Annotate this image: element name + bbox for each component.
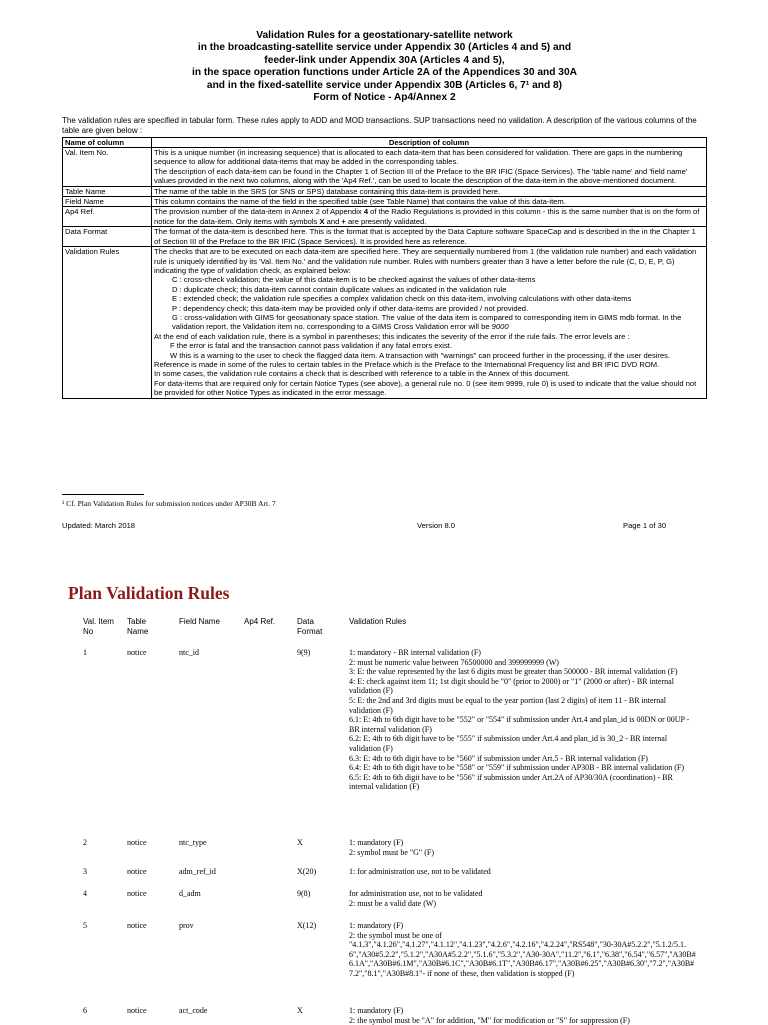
rule-line: 6.1: E: 4th to 6th digit have to be "552" or "554" if submission under Art.4 and plan_id is 00DN or 00UP - BR internal validation (F) xyxy=(349,715,690,734)
description-line: For data-items that are required only for certain Notice Types (see above), a general rule no. 0 (see item 9999, rule 0) is used to indicate that the value should not be provided for other Notice Types as indicated in the error message. xyxy=(154,378,697,398)
rule-data-format: X(12) xyxy=(297,921,317,930)
rule-list xyxy=(349,921,699,979)
rule-line: 4: E: check against item 11; 1st digit should be "0" (prior to 2000) or "1" (2000 or after) - BR internal validation (F) xyxy=(349,676,674,696)
rule-line: 1: mandatory (F) xyxy=(349,1006,404,1015)
col-header-validation-rules: Validation Rules xyxy=(349,617,407,626)
footer-updated: Updated: March 2018 xyxy=(62,521,136,530)
rule-field-name: adm_ref_id xyxy=(179,867,216,876)
rule-line: 6.5: E: 4th to 6th digit have to be "556" if submission under Art.2A of AP30/30A (coordination) - BR internal validation (F) xyxy=(349,772,673,792)
column-description-table xyxy=(62,137,707,399)
desc-bold: + xyxy=(341,216,346,226)
title-line: in the broadcasting-satellite service under Appendix 30 (Articles 4 and 5) and xyxy=(197,42,572,54)
rule-line: 2: must be numeric value between 76500000 and 399999999 (W) xyxy=(349,657,559,667)
title-line: and in the fixed-satellite service under Appendix 30B (Articles 6, 7¹ and 8) xyxy=(206,79,563,91)
title-line: in the space operation functions under Article 2A of the Appendices 30 and 30A xyxy=(192,67,577,79)
rule-line: 6.3: E: 4th to 6th digit have to be "560" if submission under Art.5 - BR internal validation (F) xyxy=(349,753,648,763)
description-line: At the end of each validation rule, there is a symbol in parentheses; this indicates the severity of the error if the rule fails. The error levels are : xyxy=(154,331,630,341)
table-header-row xyxy=(63,137,707,147)
gims-error-number: 9000 xyxy=(491,322,509,332)
description-line: This is a unique number (in increasing sequence) that is allocated to each data-item that has been considered for validation. There are gaps in the numbering sequence to allow for additional data-items that may be added in the corresponding tables. xyxy=(154,148,683,167)
footnote-divider xyxy=(62,494,144,495)
rule-line: 1: mandatory (F) xyxy=(349,921,404,930)
table-row xyxy=(63,148,707,187)
row-name: Val. Item No. xyxy=(63,148,152,187)
check-type-c: C : cross-check validation; the value of this data-item is to be checked against the values of other data-items xyxy=(172,275,536,285)
rule-table-name: notice xyxy=(127,867,147,876)
col-header-data-format: Data Format xyxy=(297,617,323,636)
rule-line: 1: mandatory - BR internal validation (F) xyxy=(349,648,481,657)
rule-line: for administration use, not to be validated xyxy=(349,889,483,898)
table-row xyxy=(63,227,707,247)
rule-table-name: notice xyxy=(127,648,147,657)
page-one xyxy=(62,30,707,399)
title-line: Validation Rules for a geostationary-satellite network xyxy=(256,30,513,41)
row-description xyxy=(152,148,707,187)
rule-line: 5: E: the 2nd and 3rd digits must be equal to the year portion (last 2 digits) of item 11 - BR internal validation (F) xyxy=(349,695,666,715)
header-description-of-column: Description of column xyxy=(152,137,707,147)
rule-list xyxy=(349,867,699,877)
rule-data-format: 9(8) xyxy=(297,889,311,898)
rule-line: "4.1.3","4.1.26","4.1.27","4.1.12","4.1.23","4.2.6","4.2.16","4.2.24","RS548","30-30A#5.2.2","5.1.2/5.1.6","A30#5.2.2","5.1.2","A30A#5.2.2","5.1.6","5.3.2","A30-30A","11.2","6.1","6.38","6.54","6.57","A30B#6.1A","A30B#6.1M","A30B#6.1C","A30B#6.1T","A30B#6.17","A30B#6.25","A30B#6.30","7.2","A30B#7.2","8.1","A30B#8.1"- if none of these, then validation is stopped (F) xyxy=(349,940,696,978)
rule-list xyxy=(349,1006,699,1025)
rule-line: 2: must be a valid date (W) xyxy=(349,898,437,908)
rule-val-item-no: 6 xyxy=(83,1006,87,1015)
row-description: The format of the data-item is described here. This is the format that is accepted by the Data Capture software SpaceCap and is described in the in the Chapter 1 of Section III of the Preface to the BR IFIC (Space Services). It is provided here as reference. xyxy=(152,227,707,247)
rule-data-format: 9(9) xyxy=(297,648,311,657)
rule-table-name: notice xyxy=(127,838,147,847)
section-heading: Plan Validation Rules xyxy=(68,583,230,603)
desc-bold: 4 xyxy=(363,207,369,217)
rule-line: 2: the symbol must be one of xyxy=(349,930,442,940)
row-name: Field Name xyxy=(63,197,152,207)
desc-bold: X xyxy=(319,216,325,226)
row-name: Data Format xyxy=(63,227,152,247)
description-line: The checks that are to be executed on each data-item are specified here. They are sequentially numbered from 1 (the validation rule number) and each validation rule is uniquely identified by its 'Val. Item No.' and the validation rule number. Rules with numbers greater than 3 have a letter before the rule (C, D, E, P, G) indicating the type of validation check, as explained below: xyxy=(154,247,697,275)
rule-field-name: ntc_type xyxy=(179,838,207,847)
rule-list xyxy=(349,648,699,792)
intro-paragraph: The validation rules are specified in tabular form. These rules apply to ADD and MOD transactions. SUP transactions need no validation. A description of the various columns of the table are given below : xyxy=(62,116,697,136)
rule-val-item-no: 1 xyxy=(83,648,87,657)
rule-field-name: ntc_id xyxy=(179,648,199,657)
rule-list xyxy=(349,838,699,857)
rule-field-name: prov xyxy=(179,921,194,930)
rule-val-item-no: 4 xyxy=(83,889,87,898)
error-level-f: F the error is fatal and the transaction cannot pass validation if any fatal errors exist. xyxy=(170,341,452,351)
rule-val-item-no: 5 xyxy=(83,921,87,930)
description-line: In some cases, the validation rule contains a check that is described with reference to a table in the Annex of this document. xyxy=(154,369,570,379)
rule-table-name: notice xyxy=(127,921,147,930)
rule-line: 2: symbol must be "G" (F) xyxy=(349,847,434,857)
row-name: Validation Rules xyxy=(63,247,152,399)
rule-line: 3: E: the value represented by the last 6 digits must be greater than 500000 - BR internal validation (F) xyxy=(349,667,678,677)
rule-table-name: notice xyxy=(127,889,147,898)
table-row xyxy=(63,186,707,196)
rule-line: 2: the symbol must be "A" for addition, "M" for modification or "S" for suppression (F) xyxy=(349,1015,630,1025)
col-header-table-name: Table Name xyxy=(127,617,149,636)
rule-table-name: notice xyxy=(127,1006,147,1015)
rule-data-format: X(20) xyxy=(297,867,317,876)
rule-data-format: X xyxy=(297,1006,303,1015)
document-title xyxy=(62,30,707,104)
table-row xyxy=(63,247,707,399)
rule-line: 1: for administration use, not to be validated xyxy=(349,867,491,876)
description-line: Reference is made in some of the rules to certain tables in the Preface which is the Preface to the International Frequency list and BR IFIC DVD ROM. xyxy=(154,359,660,369)
col-header-ap4-ref: Ap4 Ref. xyxy=(244,617,276,626)
desc-part: The provision number of the data-item in Annex 2 of Appendix xyxy=(154,207,364,217)
row-description: The name of the table in the SRS (or SNS or SPS) database containing this data-item is provided here. xyxy=(152,186,707,196)
footer-page-number: Page 1 of 30 xyxy=(623,521,667,530)
row-description xyxy=(152,247,707,399)
title-line: feeder-link under Appendix 30A (Articles 4 and 5), xyxy=(264,54,505,66)
desc-part: of the Radio Regulations is provided in this column - this is the same number that is on the form of notice for the data-item. Only items with symbols xyxy=(154,207,700,226)
check-g-text: G : cross-validation with GIMS for geosationary space station. The value of the data item is compared to corresponding item in GIMS mdb format. In the validation report, the Validation item no. corresponding to a GIMS Cross Validation error will be xyxy=(172,312,682,332)
rule-line: 6.2: E: 4th to 6th digit have to be "555" if submission under Art.4 and plan_id is 30_2 - BR internal validation (F) xyxy=(349,734,668,753)
row-name: Ap4 Ref. xyxy=(63,207,152,227)
header-name-of-column: Name of column xyxy=(63,137,152,147)
table-row xyxy=(63,197,707,207)
rule-line: 6.4: E: 4th to 6th digit have to be "558" or "559" if submission under AP30B - BR internal validation (F) xyxy=(349,763,685,773)
rule-line: 1: mandatory (F) xyxy=(349,838,404,847)
rule-field-name: d_adm xyxy=(179,889,201,898)
col-header-val-item: Val. Item No xyxy=(83,617,114,636)
check-type-p: P : dependency check; this data-item may be provided only if other data-items are provided / not provided. xyxy=(172,303,529,313)
rule-data-format: X xyxy=(297,838,303,847)
desc-part: and xyxy=(324,216,342,226)
check-type-g xyxy=(154,313,704,332)
description-line: The description of each data-item can be found in the Chapter 1 of Section III of the Preface to the BR IFIC (Space Services). The 'table name' and 'field name' values provided in the next two columns, along with the 'Ap4 Ref.', can be used to locate the description of the data-item in the above-mentioned document. xyxy=(154,166,688,186)
title-line: Form of Notice - Ap4/Annex 2 xyxy=(313,92,456,104)
rule-val-item-no: 3 xyxy=(83,867,87,876)
error-level-w: W this is a warning to the user to check the flagged data item. A transaction with "warnings" can proceed further in the processing, if the user desires. xyxy=(170,350,671,360)
desc-part: are presently validated. xyxy=(345,216,427,226)
row-description: This column contains the name of the field in the specified table (see Table Name) that contains the value of this data-item. xyxy=(152,197,707,207)
footnote: ¹ Cf. Plan Validation Rules for submission notices under AP30B Art. 7 xyxy=(62,499,276,508)
col-header-field-name: Field Name xyxy=(179,617,220,626)
rule-list xyxy=(349,889,699,908)
check-type-e: E : extended check; the validation rule specifies a complex validation check on this data-item, involving calculations with other data-items xyxy=(172,294,632,304)
check-type-d: D : duplicate check; this data-item cannot contain duplicate values as indicated in the validation rule xyxy=(172,284,507,294)
rule-val-item-no: 2 xyxy=(83,838,87,847)
table-row xyxy=(63,207,707,227)
rule-field-name: act_code xyxy=(179,1006,208,1015)
row-description xyxy=(152,207,707,227)
row-name: Table Name xyxy=(63,186,152,196)
footer-version: Version 8.0 xyxy=(417,521,455,530)
